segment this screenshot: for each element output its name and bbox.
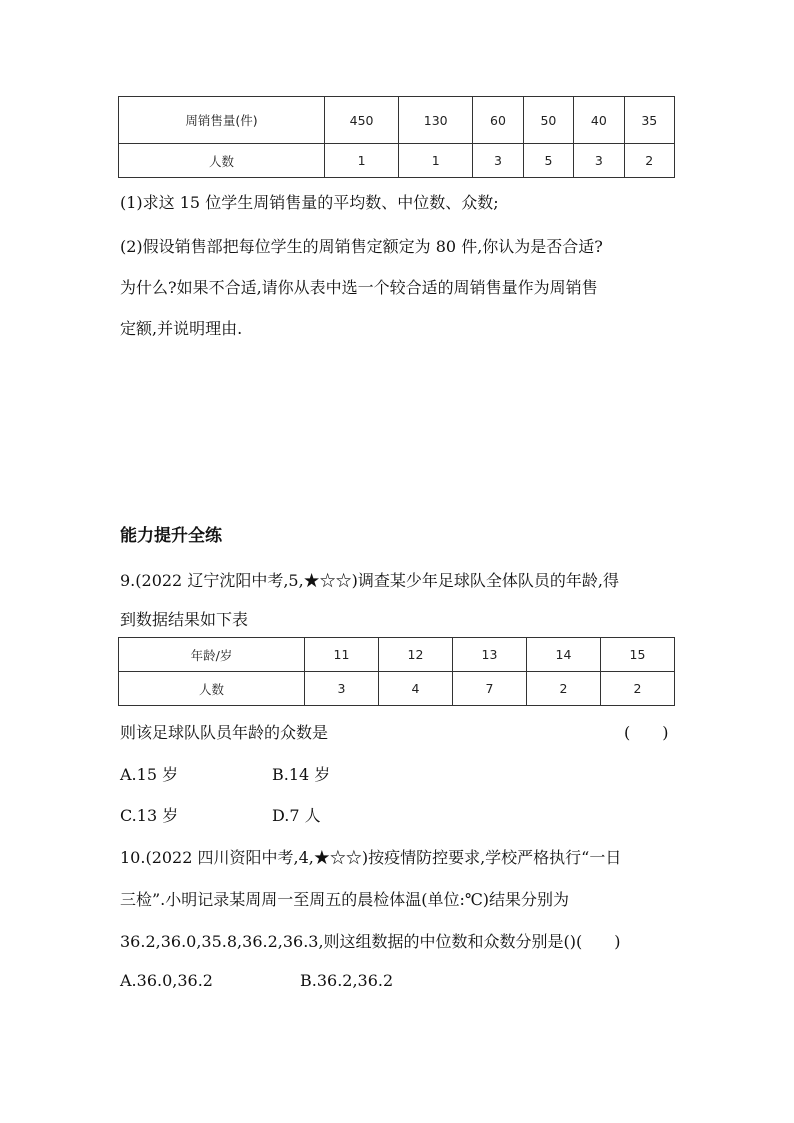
table-cell: 2 [624, 144, 674, 178]
table-cell: 130 [399, 97, 473, 144]
option-d: D.7 人 [272, 806, 321, 825]
table-cell: 450 [325, 97, 399, 144]
table-cell: 3 [473, 144, 523, 178]
question-8-part-2-line-1: (2)假设销售部把每位学生的周销售定额定为 80 件,你认为是否合适? [120, 237, 603, 256]
table-cell: 50 [523, 97, 573, 144]
table-row-label: 人数 [119, 672, 305, 706]
option-c: C.13 岁 [120, 806, 179, 825]
question-10-line-3: 36.2,36.0,35.8,36.2,36.3,则这组数据的中位数和众数分别是()( ) [120, 932, 621, 951]
table-cell: 3 [305, 672, 379, 706]
question-9-line-2: 到数据结果如下表 [120, 610, 249, 629]
table-row [119, 144, 675, 178]
table-row [119, 97, 675, 144]
table-cell: 12 [379, 638, 453, 672]
table-row [119, 672, 675, 706]
question-9-prompt: 则该足球队队员年龄的众数是 [120, 723, 329, 742]
question-8-part-2-line-2: 为什么?如果不合适,请你从表中选一个较合适的周销售量作为周销售 [120, 278, 598, 297]
table-cell: 2 [601, 672, 675, 706]
question-10-line-2: 三检”.小明记录某周周一至周五的晨检体温(单位:℃)结果分别为 [120, 890, 570, 909]
weekly-sales-table [118, 96, 675, 178]
option-b: B.36.2,36.2 [300, 971, 394, 990]
answer-parentheses: ( ) [624, 723, 669, 742]
table-row [119, 638, 675, 672]
table-cell: 5 [523, 144, 573, 178]
table-cell: 60 [473, 97, 523, 144]
table-cell: 15 [601, 638, 675, 672]
table-cell: 7 [453, 672, 527, 706]
table-cell: 1 [399, 144, 473, 178]
table-cell: 40 [574, 97, 624, 144]
table-header-cell: 周销售量(件) [119, 97, 325, 144]
option-a: A.36.0,36.2 [120, 971, 213, 990]
age-table [118, 637, 675, 706]
table-cell: 1 [325, 144, 399, 178]
table-cell: 11 [305, 638, 379, 672]
question-8-part-1: (1)求这 15 位学生周销售量的平均数、中位数、众数; [120, 193, 499, 212]
question-8-part-2-line-3: 定额,并说明理由. [120, 319, 243, 338]
table-cell: 14 [527, 638, 601, 672]
table-cell: 2 [527, 672, 601, 706]
option-a: A.15 岁 [120, 765, 179, 784]
table-header-cell: 年龄/岁 [119, 638, 305, 672]
table-cell: 13 [453, 638, 527, 672]
option-b: B.14 岁 [272, 765, 331, 784]
question-10-line-1: 10.(2022 四川资阳中考,4,★☆☆)按疫情防控要求,学校严格执行“一日 [120, 848, 622, 867]
question-9-line-1: 9.(2022 辽宁沈阳中考,5,★☆☆)调查某少年足球队全体队员的年龄,得 [120, 571, 619, 590]
section-heading: 能力提升全练 [120, 526, 222, 546]
table-cell: 35 [624, 97, 674, 144]
table-row-label: 人数 [119, 144, 325, 178]
table-cell: 4 [379, 672, 453, 706]
table-cell: 3 [574, 144, 624, 178]
